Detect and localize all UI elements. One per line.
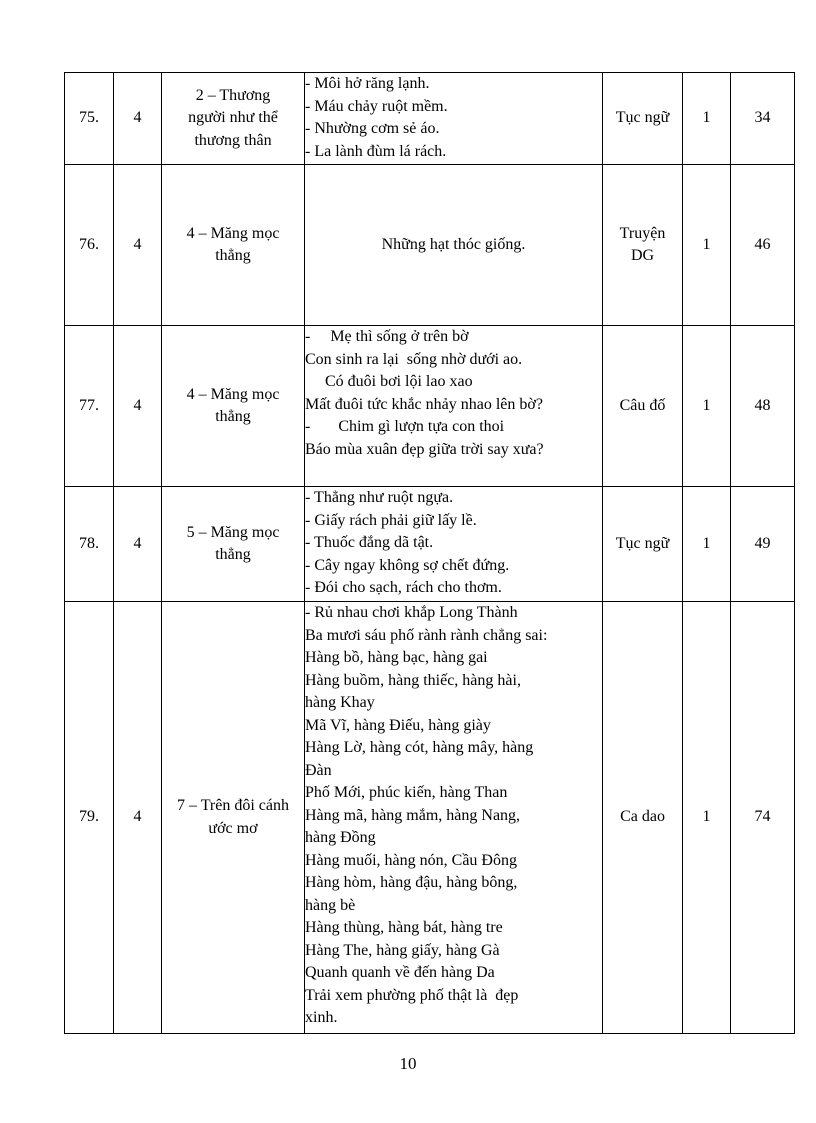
count: 1 [683, 73, 731, 165]
content-line: - La lành đùm lá rách. [305, 142, 447, 160]
table-row [65, 165, 795, 326]
table-row [65, 73, 795, 165]
page-number: 10 [399, 1054, 417, 1073]
theme [162, 487, 305, 602]
content [305, 165, 603, 326]
count: 1 [683, 326, 731, 487]
table-row [65, 326, 795, 487]
content-line: Báo mùa xuân đẹp giữa trời say xưa? [305, 440, 544, 458]
count: 1 [683, 487, 731, 602]
content-line: - Cây ngay không sợ chết đứng. [305, 556, 510, 574]
genre [603, 487, 683, 602]
theme [162, 73, 305, 165]
content-line: Hàng bồ, hàng bạc, hàng gai [305, 649, 488, 666]
literature-table [64, 72, 795, 1034]
source-page: 34 [731, 73, 795, 165]
row-number: 79. [65, 602, 114, 1034]
count: 1 [683, 602, 731, 1034]
content [305, 602, 603, 1034]
content-line: Hàng hòm, hàng đậu, hàng bông, [305, 874, 518, 891]
content-line: Những hạt thóc giống. [381, 235, 526, 253]
content-line: Hàng Lờ, hàng cót, hàng mây, hàng [305, 739, 534, 756]
row-number: 78. [65, 487, 114, 602]
source-page: 46 [731, 165, 795, 326]
content-line: Quanh quanh về đến hàng Da [305, 964, 495, 981]
table-row [65, 602, 795, 1034]
content [305, 487, 603, 602]
genre [603, 165, 683, 326]
content-line: Mã Vĩ, hàng Điếu, hàng giày [305, 716, 491, 734]
genre [603, 73, 683, 165]
content-line: Con sinh ra lại sống nhờ dưới ao. [305, 350, 523, 368]
genre-text: Ca dao [620, 808, 665, 826]
content-line: - Đói cho sạch, rách cho thơm. [305, 579, 502, 596]
grade: 4 [114, 487, 162, 602]
content-line: hàng bè [305, 896, 356, 914]
grade: 4 [114, 73, 162, 165]
content-line: Mất đuôi tức khắc nhảy nhao lên bờ? [305, 395, 543, 413]
content-line: Hàng thùng, hàng bát, hàng tre [305, 919, 503, 936]
theme-text: 2 – Thương người như thể thương thân [188, 86, 278, 149]
content-line: Hàng muối, hàng nón, Cầu Đông [305, 851, 517, 869]
source-page: 48 [731, 326, 795, 487]
content-line: Phố Mới, phúc kiến, hàng Than [305, 784, 508, 801]
content-line: - Mẹ thì sống ở trên bờ [305, 328, 469, 345]
genre-text: Tục ngữ [615, 534, 670, 552]
content-line: - Thẳng như ruột ngựa. [305, 489, 454, 506]
genre-text: Câu đố [619, 396, 666, 414]
source-page: 49 [731, 487, 795, 602]
content-line: hàng Khay [305, 694, 375, 711]
theme [162, 165, 305, 326]
content [305, 73, 603, 165]
row-number: 75. [65, 73, 114, 165]
content-line: Hàng The, hàng giấy, hàng Gà [305, 941, 500, 959]
content-line: Hàng mã, hàng mắm, hàng Nang, [305, 806, 521, 824]
content-line: Có đuôi bơi lội lao xao [305, 373, 473, 390]
genre-text: Tục ngữ [615, 109, 670, 127]
genre [603, 602, 683, 1034]
content-line: - Chim gì lượn tựa con thoi [305, 418, 505, 435]
theme-text: 4 – Măng mọc thẳng [186, 224, 280, 264]
content-line: - Giấy rách phải giữ lấy lề. [305, 511, 477, 529]
content-line: - Thuốc đắng dã tật. [305, 534, 434, 551]
row-number: 77. [65, 326, 114, 487]
content-line: xinh. [305, 1009, 338, 1026]
content-line: - Nhường cơm sẻ áo. [305, 120, 440, 137]
content-line: Đàn [305, 761, 332, 779]
grade: 4 [114, 602, 162, 1034]
theme-text: 4 – Măng mọc thẳng [186, 385, 280, 425]
genre [603, 326, 683, 487]
content-line: Trải xem phường phố thật là đẹp [305, 986, 519, 1004]
content-line: - Rủ nhau chơi khắp Long Thành [305, 604, 518, 621]
content-line: hàng Đồng [305, 829, 376, 846]
theme-text: 5 – Măng mọc thẳng [186, 523, 280, 563]
grade: 4 [114, 326, 162, 487]
theme [162, 326, 305, 487]
row-number: 76. [65, 165, 114, 326]
theme [162, 602, 305, 1034]
content-line: - Máu chảy ruột mềm. [305, 97, 448, 115]
table-row [65, 487, 795, 602]
genre-text: Truyện DG [619, 224, 666, 264]
content-line: Hàng buồm, hàng thiếc, hàng hài, [305, 671, 521, 689]
content [305, 326, 603, 487]
theme-text: 7 – Trên đôi cánh ước mơ [177, 797, 289, 837]
count: 1 [683, 165, 731, 326]
content-line: Ba mươi sáu phố rành rành chẳng sai: [305, 626, 548, 644]
grade: 4 [114, 165, 162, 326]
source-page: 74 [731, 602, 795, 1034]
content-line: - Môi hở răng lạnh. [305, 75, 430, 92]
